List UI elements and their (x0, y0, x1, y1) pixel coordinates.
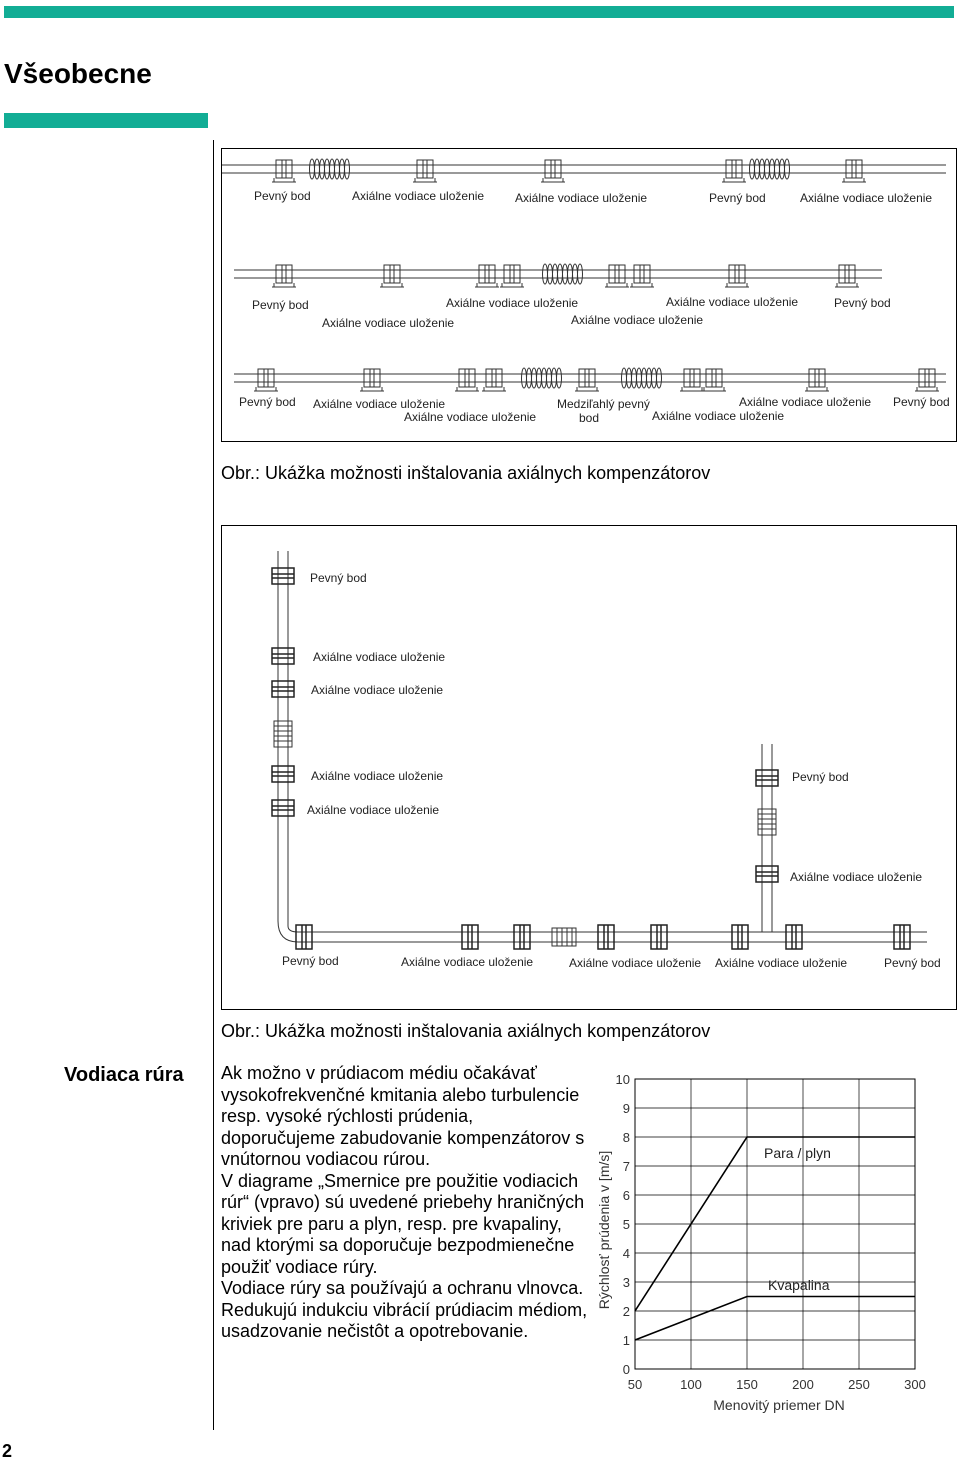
pipe-support-icon (786, 925, 802, 949)
section-heading: Vodiaca rúra (64, 1064, 184, 1086)
label: Pevný bod (884, 956, 941, 970)
label: Axiálne vodiace uloženie (311, 769, 444, 783)
pipe-support-icon (380, 265, 404, 287)
x-tick-label: 100 (680, 1377, 702, 1392)
label: Pevný bod (252, 298, 309, 312)
label: Axiálne vodiace uloženie (313, 650, 446, 664)
pipe-support-icon (598, 925, 614, 949)
pipeline-drawing-horizontal (222, 149, 956, 441)
pipe-support-icon (915, 369, 939, 391)
paragraph: V diagrame „Smernice pre použitie vodiacich rúr“ (vpravo) sú uvedené priebehy hraničných kriviek pre paru a plyn, resp. pre kvapaliny, nad ktorými sa doporučuje bezpodmienečne použiť vodiace rúry. (221, 1170, 585, 1277)
label: Pevný bod (893, 395, 950, 409)
label: Pevný bod (282, 954, 339, 968)
chart-svg (590, 1062, 935, 1422)
figure-horizontal-pipelines (221, 148, 957, 442)
pipe-support-icon (835, 265, 859, 287)
series-line-liquid (635, 1297, 915, 1341)
pipe-support-icon (272, 160, 296, 182)
pipe-support-icon (296, 925, 312, 949)
x-tick-label: 300 (904, 1377, 926, 1392)
label: Axiálne vodiace uloženie (800, 191, 933, 205)
label: Axiálne vodiace uloženie (571, 313, 704, 327)
x-tick-label: 50 (627, 1377, 643, 1392)
pipe-support-icon (514, 925, 530, 949)
label: Axiálne vodiace uloženie (401, 955, 534, 969)
bellows-icon (750, 159, 790, 179)
label: Axiálne vodiace uloženie (569, 956, 702, 970)
pipe-support-icon (630, 265, 654, 287)
series-label-liquid: Kvapalina (768, 1277, 830, 1293)
label: Axiálne vodiace uloženie (404, 410, 537, 424)
pipe-support-icon (462, 925, 478, 949)
pipe-support-icon (541, 160, 565, 182)
page-title: Všeobecne (4, 58, 152, 89)
figure2-caption: Obr.: Ukážka možnosti inštalovania axiálnych kompenzátorov (221, 1021, 711, 1041)
label: bod (579, 411, 600, 425)
pipe-support-icon (272, 800, 294, 816)
pipe-support-icon (413, 160, 437, 182)
pipe-support-icon (475, 265, 499, 287)
bellows-icon (310, 159, 350, 179)
pipe-support-icon (805, 369, 829, 391)
page-number: 2 (2, 1441, 13, 1461)
label: Axiálne vodiace uloženie (790, 870, 923, 884)
section-body (221, 1063, 591, 1343)
y-tick-label: 6 (622, 1188, 630, 1203)
pipe-support-icon (272, 568, 294, 584)
label: Pevný bod (834, 296, 891, 310)
label: Pevný bod (709, 191, 766, 205)
pipe-support-icon (482, 369, 506, 391)
pipe-support-icon (575, 369, 599, 391)
pipe-support-icon (732, 925, 748, 949)
y-tick-label: 2 (622, 1304, 630, 1319)
title-underline-bar (4, 113, 208, 128)
y-tick-label: 0 (622, 1362, 630, 1377)
x-tick-label: 150 (736, 1377, 758, 1392)
pipe-support-icon (272, 681, 294, 697)
pipe-support-icon (651, 925, 667, 949)
label: Pevný bod (239, 395, 296, 409)
y-tick-label: 1 (622, 1333, 630, 1348)
y-axis-label: Rýchlosť prúdenia v [m/s] (596, 1150, 612, 1310)
y-tick-label: 4 (622, 1246, 630, 1261)
label: Axiálne vodiace uloženie (311, 683, 444, 697)
bellows-icon (552, 928, 576, 946)
pipe-support-icon (842, 160, 866, 182)
y-tick-label: 7 (622, 1159, 630, 1174)
guide-pipe-chart (590, 1062, 935, 1422)
figure1-caption: Obr.: Ukážka možnosti inštalovania axiálnych kompenzátorov (221, 463, 711, 483)
paragraph: Vodiace rúry sa používajú a ochranu vlnovca. Redukujú indukciu vibrácií prúdiacim médiom, usadzovanie nečistôt a opotrebovanie. (221, 1278, 588, 1341)
top-accent-bar (4, 6, 954, 18)
label: Axiálne vodiace uloženie (515, 191, 648, 205)
label: Axiálne vodiace uloženie (352, 189, 485, 203)
bellows-icon (274, 721, 292, 747)
pipe-support-icon (725, 265, 749, 287)
label: Axiálne vodiace uloženie (715, 956, 848, 970)
label: Axiálne vodiace uloženie (446, 296, 579, 310)
pipeline-drawing-vertical (222, 526, 956, 1009)
bellows-icon (522, 368, 562, 388)
pipe-support-icon (360, 369, 384, 391)
y-tick-label: 10 (615, 1072, 630, 1087)
label: Axiálne vodiace uloženie (739, 395, 872, 409)
label: Axiálne vodiace uloženie (666, 295, 799, 309)
label: Axiálne vodiace uloženie (322, 316, 455, 330)
label: Pevný bod (792, 770, 849, 784)
y-tick-label: 9 (622, 1101, 630, 1116)
label: Medziľahlý pevný (557, 397, 650, 411)
x-tick-label: 200 (792, 1377, 814, 1392)
column-divider (213, 140, 214, 1430)
x-axis-label: Menovitý priemer DN (713, 1397, 845, 1413)
pipe-support-icon (894, 925, 910, 949)
pipe-support-icon (722, 160, 746, 182)
pipe-support-icon (254, 369, 278, 391)
pipe-support-icon (455, 369, 479, 391)
pipe-support-icon (272, 265, 296, 287)
y-tick-label: 3 (622, 1275, 630, 1290)
bellows-icon (622, 368, 662, 388)
x-tick-label: 250 (848, 1377, 870, 1392)
bellows-icon (543, 264, 583, 284)
pipe-support-icon (605, 265, 629, 287)
y-tick-label: 5 (622, 1217, 630, 1232)
label: Axiálne vodiace uloženie (313, 397, 446, 411)
pipe-support-icon (272, 648, 294, 664)
label: Axiálne vodiace uloženie (652, 409, 785, 423)
pipe-support-icon (500, 265, 524, 287)
figure-l-shaped-pipelines (221, 525, 957, 1010)
pipe-support-icon (756, 866, 778, 882)
paragraph: Ak možno v prúdiacom médiu očakávať vysokofrekvenčné kmitania alebo turbulencie resp. vysoké rýchlosti prúdenia, doporučujeme zabudovanie kompenzátorov s vnútornou vodiacou rúrou. (221, 1063, 585, 1169)
label: Pevný bod (310, 571, 367, 585)
pipe-support-icon (272, 766, 294, 782)
series-label-steam: Para / plyn (764, 1145, 831, 1161)
pipe-support-icon (756, 770, 778, 786)
pipe-support-icon (680, 369, 704, 391)
bellows-icon (758, 809, 776, 835)
pipe-support-icon (702, 369, 726, 391)
label: Pevný bod (254, 189, 311, 203)
label: Axiálne vodiace uloženie (307, 803, 440, 817)
y-tick-label: 8 (622, 1130, 630, 1145)
